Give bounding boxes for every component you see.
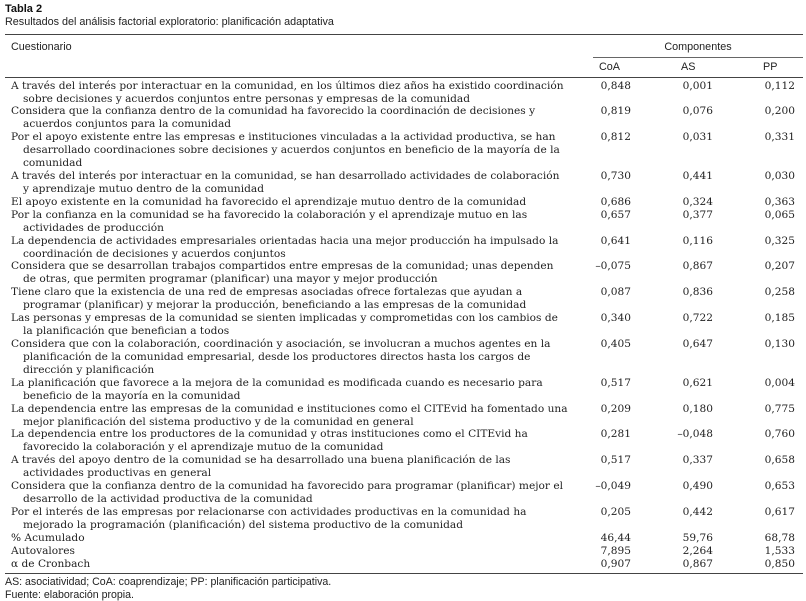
table-row [5, 454, 803, 480]
value-pp: 0,130 [764, 338, 795, 351]
col-header-coa: CoA [599, 60, 621, 73]
value-as: –0,048 [677, 428, 713, 441]
table-row [5, 506, 803, 532]
value-pp: 0,331 [764, 131, 795, 144]
value-coa: 0,907 [600, 557, 631, 570]
value-coa: –0,049 [595, 480, 631, 493]
components-rule [593, 57, 803, 58]
value-coa: 7,895 [600, 544, 631, 557]
row-question: Autovalores [11, 544, 75, 557]
row-question: Por la confianza en la comunidad se ha favorecido la colaboración y el aprendizaje mutuo en las actividades de producción [11, 208, 528, 234]
value-coa: 0,686 [600, 195, 631, 208]
value-pp: 0,325 [764, 234, 795, 247]
table-row [5, 532, 803, 545]
table-row [5, 235, 803, 261]
value-as: 0,324 [682, 195, 713, 208]
table-row [5, 131, 803, 170]
table-header [5, 35, 803, 57]
value-coa: 0,641 [600, 234, 631, 247]
row-question: A través del apoyo dentro de la comunidad se ha desarrollado una buena planificación de las actividades productivas en general [11, 454, 511, 480]
value-as: 0,621 [682, 376, 713, 389]
row-question: Considera que la confianza dentro de la comunidad ha favorecido la coordinación de decisiones y acuerdos conjuntos para la comunidad [11, 105, 536, 131]
results-table [5, 34, 803, 574]
table-page [5, 0, 803, 601]
value-as: 0,867 [682, 260, 713, 273]
table-row [5, 170, 803, 196]
row-question: La planificación que favorece a la mejora de la comunidad es modificada cuando es necesario para beneficio de la mayoría en la comunidad [11, 376, 543, 402]
row-question: Por el interés de las empresas por relacionarse con actividades productivas en la comunidad ha mejorado la programación (planificación) del sistema productivo de la comunidad [11, 506, 527, 531]
value-pp: 0,617 [764, 506, 795, 518]
value-pp: 0,653 [764, 480, 795, 493]
table-row [5, 428, 803, 454]
value-as: 0,337 [682, 454, 713, 467]
value-coa: –0,075 [595, 260, 631, 273]
value-coa: 0,657 [600, 208, 631, 221]
table-row [5, 338, 803, 377]
table-row [5, 260, 803, 286]
value-coa: 0,812 [600, 131, 631, 144]
table-row [5, 480, 803, 506]
table-body [5, 78, 803, 573]
col-header-pp: PP [763, 60, 778, 73]
value-as: 0,001 [682, 79, 713, 92]
row-question: % Acumulado [11, 531, 85, 544]
value-coa: 46,44 [600, 531, 631, 544]
value-as: 0,116 [682, 234, 713, 247]
row-question: Por el apoyo existente entre las empresas e instituciones vinculadas a la actividad productiva, se han desarrollado coordinaciones sobre decisiones y acuerdos conjuntos en beneficio de la mayoría de la comunidad [11, 131, 560, 170]
footnote-abbreviations: AS: asociatividad; CoA: coaprendizaje; PP: planificación participativa. [5, 575, 332, 588]
value-coa: 0,517 [600, 376, 631, 389]
value-as: 0,490 [682, 480, 713, 493]
table-row [5, 209, 803, 235]
value-pp: 0,207 [764, 260, 795, 273]
value-pp: 0,363 [764, 195, 795, 208]
value-coa: 0,281 [600, 428, 631, 441]
row-question: El apoyo existente en la comunidad ha favorecido el aprendizaje mutuo dentro de la comunidad [11, 195, 527, 208]
value-pp: 0,004 [764, 376, 795, 389]
row-question: A través del interés por interactuar en la comunidad, en los últimos diez años ha existido coordinación sobre decisiones y acuerdos conjuntos entre personas y empresas de la comunidad [11, 79, 564, 105]
value-pp: 0,775 [764, 402, 795, 415]
value-pp: 0,185 [764, 312, 795, 325]
value-coa: 0,848 [600, 79, 631, 92]
value-as: 0,441 [682, 170, 713, 183]
value-pp: 0,850 [764, 557, 795, 570]
value-coa: 0,209 [600, 402, 631, 415]
value-coa: 0,819 [600, 105, 631, 118]
table-row [5, 545, 803, 558]
value-as: 0,377 [682, 208, 713, 221]
value-coa: 0,405 [600, 338, 631, 351]
value-coa: 0,087 [600, 286, 631, 299]
value-as: 0,836 [682, 286, 713, 299]
value-as: 0,647 [682, 338, 713, 351]
value-as: 0,442 [682, 506, 713, 518]
value-coa: 0,205 [600, 506, 631, 518]
table-row [5, 80, 803, 106]
question-column-header: Cuestionario [11, 40, 72, 53]
value-pp: 0,112 [764, 79, 795, 92]
value-as: 2,264 [682, 544, 713, 557]
value-pp: 1,533 [764, 544, 795, 557]
row-question: La dependencia entre los productores de la comunidad y otras instituciones como el CITEvid ha favorecido la colaboración y el aprendizaje mutuo de la comunidad [11, 428, 528, 454]
row-question: Tiene claro que la existencia de una red de empresas asociadas ofrece fortalezas que ayudan a programar (planificar) y mejorar la producción, beneficiando a las empresas de la comunidad [11, 286, 527, 312]
table-row [5, 558, 803, 571]
footnote-source: Fuente: elaboración propia. [5, 588, 134, 601]
row-question: Considera que la confianza dentro de la comunidad ha favorecido para programar (planificar) mejor el desarrollo de la actividad productiva de la comunidad [11, 480, 563, 506]
value-as: 59,76 [682, 531, 713, 544]
table-subtitle: Resultados del análisis factorial exploratorio: planificación adaptativa [5, 16, 334, 29]
value-as: 0,031 [682, 131, 713, 144]
value-pp: 0,658 [764, 454, 795, 467]
table-row [5, 312, 803, 338]
table-row [5, 196, 803, 209]
component-subheader [5, 57, 803, 78]
col-header-as: AS [681, 60, 696, 73]
value-pp: 0,065 [764, 208, 795, 221]
value-as: 0,867 [682, 557, 713, 570]
value-coa: 0,517 [600, 454, 631, 467]
table-row [5, 286, 803, 312]
row-question: α de Cronbach [11, 557, 91, 570]
value-as: 0,076 [682, 105, 713, 118]
table-title: Tabla 2 [5, 3, 43, 15]
value-as: 0,722 [682, 312, 713, 325]
row-question: A través del interés por interactuar en la comunidad, se han desarrollado actividades de colaboración y aprendizaje mutuo dentro de la comunidad [11, 170, 560, 195]
row-question: Las personas y empresas de la comunidad se sienten implicadas y comprometidas con los cambios de la planificación que benefician a todos [11, 312, 558, 338]
table-row [5, 403, 803, 429]
value-pp: 68,78 [764, 531, 795, 544]
value-pp: 0,258 [764, 286, 795, 299]
value-pp: 0,030 [764, 170, 795, 183]
value-pp: 0,200 [764, 105, 795, 118]
components-header: Componentes [664, 40, 732, 53]
row-question: La dependencia entre las empresas de la comunidad e instituciones como el CITEvid ha fomentado una mejor planificación del sistema productivo y de la comunidad en general [11, 402, 568, 428]
row-question: La dependencia de actividades empresariales orientadas hacia una mejor producción ha impulsado la coordinación de decisiones y acuerdos conjuntos [11, 234, 559, 260]
row-question: Considera que con la colaboración, coordinación y asociación, se involucran a muchos agentes en la planificación de la comunidad empresarial, desde los productores directos hasta los cargos de dirección y planificación [11, 338, 551, 376]
value-coa: 0,730 [600, 170, 631, 183]
value-pp: 0,760 [764, 428, 795, 441]
row-question: Considera que se desarrollan trabajos compartidos entre empresas de la comunidad; unas dependen de otras, que permiten programar (planificar) una mayor y mejor producción [11, 260, 554, 286]
value-coa: 0,340 [600, 312, 631, 325]
value-as: 0,180 [682, 402, 713, 415]
table-row [5, 105, 803, 131]
table-row [5, 377, 803, 403]
